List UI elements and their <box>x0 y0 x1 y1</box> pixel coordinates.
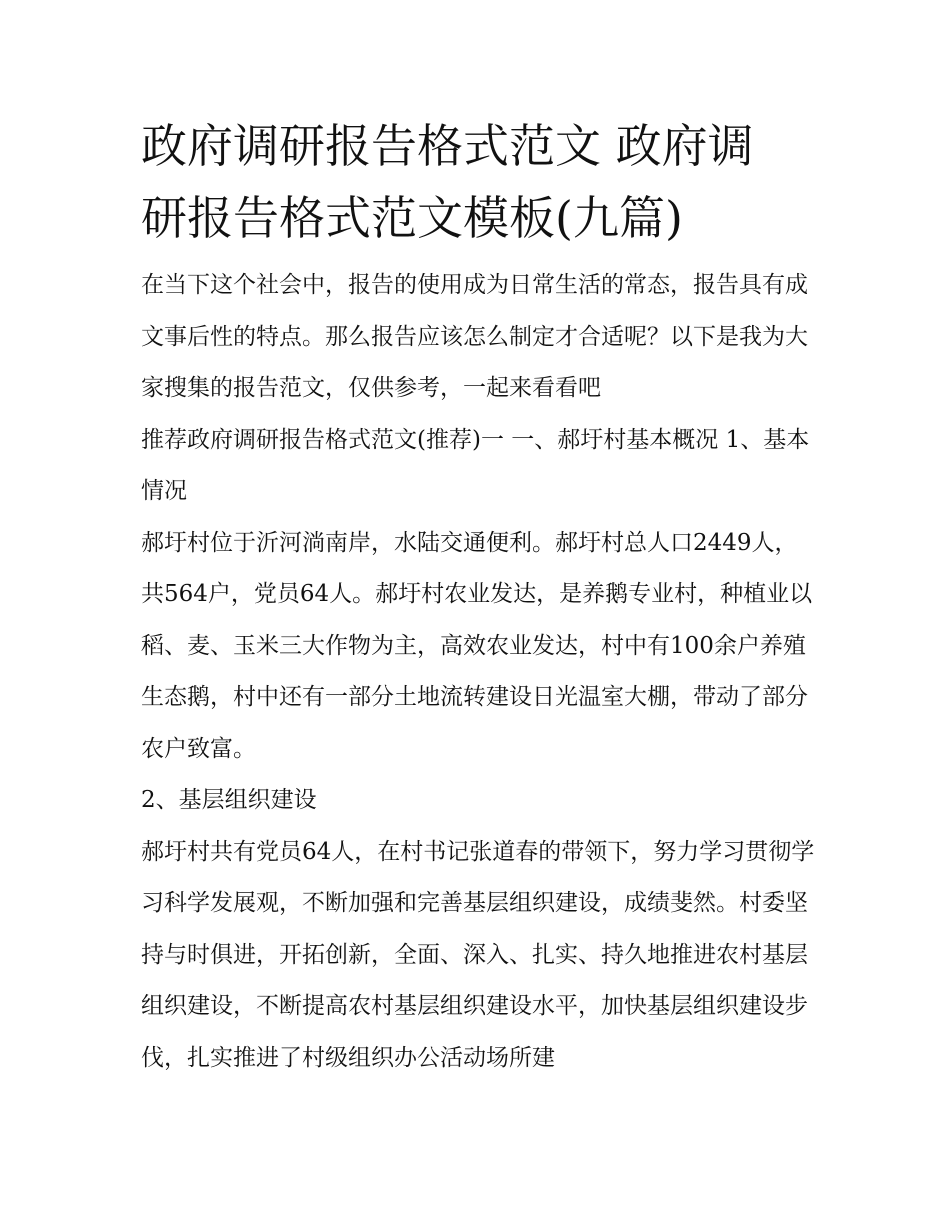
section-heading-2: 2、基层组织建设 <box>141 787 317 813</box>
title-line-1: 政府调研报告格式范文 政府调 <box>141 119 754 173</box>
document-title <box>141 110 816 254</box>
document-page <box>141 110 816 1084</box>
document-body <box>141 260 816 1084</box>
basic-situation-paragraph: 郝圩村位于沂河淌南岸，水陆交通便利。郝圩村总人口2449人，共564户，党员64人。郝圩村农业发达，是养鹅专业村，种植业以稻、麦、玉米三大作物为主，高效农业发达，村中有100余户养殖生态鹅，村中还有一部分土地流转建设日光温室大棚，带动了部分农户致富。 <box>141 529 813 762</box>
section-heading-1: 推荐政府调研报告格式范文(推荐)一 一、郝圩村基本概况 1、基本情况 <box>141 426 810 504</box>
intro-paragraph: 在当下这个社会中，报告的使用成为日常生活的常态，报告具有成文事后性的特点。那么报告应该怎么制定才合适呢？以下是我为大家搜集的报告范文，仅供参考，一起来看看吧 <box>141 272 808 401</box>
title-line-2: 研报告格式范文模板(九篇) <box>141 191 683 245</box>
organization-paragraph: 郝圩村共有党员64人，在村书记张道春的带领下，努力学习贯彻学习科学发展观，不断加强和完善基层组织建设，成绩斐然。村委坚持与时俱进，开拓创新，全面、深入、扎实、持久地推进农村基层组织建设，不断提高农村基层组织建设水平，加快基层组织建设步伐，扎实推进了村级组织办公活动场所建 <box>141 838 815 1071</box>
